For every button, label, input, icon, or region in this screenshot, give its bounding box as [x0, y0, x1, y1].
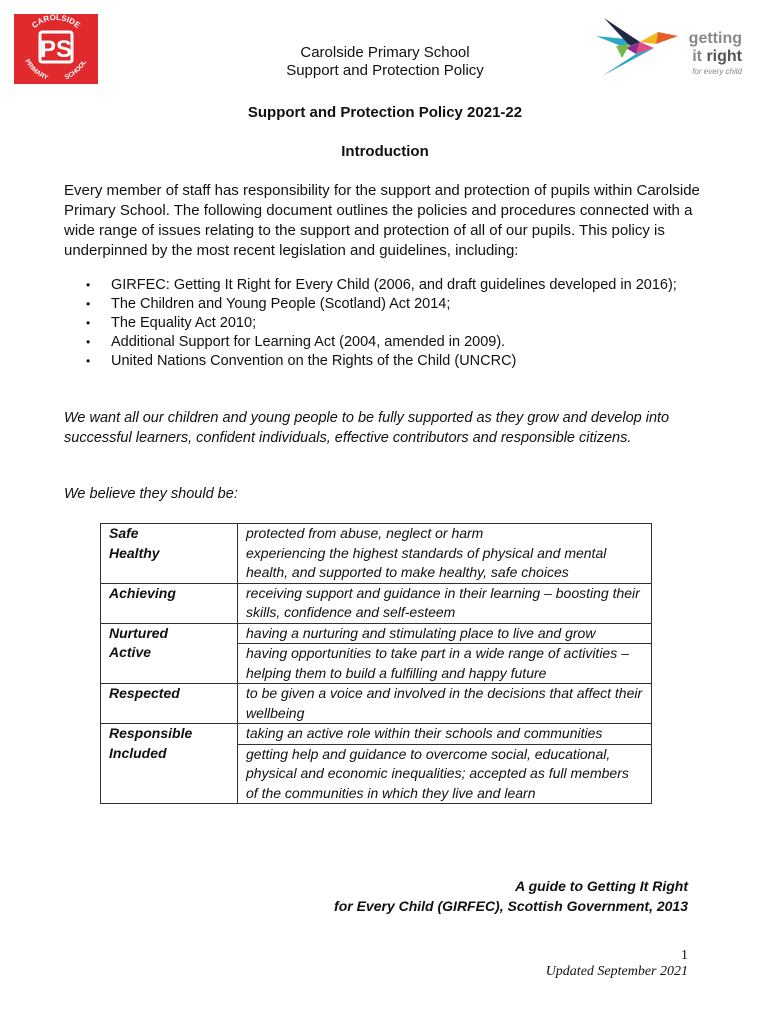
girfec-logo-line1: getting	[688, 30, 742, 47]
legislation-item: • The Children and Young People (Scotland) Act 2014;	[64, 295, 700, 314]
document-title: Support and Protection Policy 2021-22	[247, 104, 523, 121]
believe-line: We believe they should be:	[64, 486, 238, 502]
table-row	[101, 724, 652, 745]
citation	[334, 876, 688, 916]
description-cell: receiving support and guidance in their learning – boosting their skills, confidence and self-esteem	[246, 584, 640, 620]
citation-line2: for Every Child (GIRFEC), Scottish Government, 2013	[334, 898, 688, 914]
page-header	[0, 44, 770, 80]
table-row	[101, 684, 652, 724]
description-cell: getting help and guidance to overcome social, educational, physical and economic inequalities; accepted as full members of the communities in which they live and learn	[246, 745, 629, 801]
girfec-logo-right: right	[706, 48, 742, 65]
description-cell: having opportunities to take part in a wide range of activities – helping them to build a fulfilling and happy future	[246, 645, 629, 681]
section-heading-introduction: Introduction	[341, 143, 429, 160]
table-row	[101, 623, 652, 644]
header-policy-name: Support and Protection Policy	[286, 62, 484, 79]
indicator-active: Active	[109, 644, 152, 660]
logo-initials: PS	[39, 36, 73, 63]
indicator-cell	[101, 724, 238, 804]
girfec-logo-tagline: for every child	[692, 67, 742, 76]
page-number: 1	[681, 948, 688, 963]
indicator-achieving: Achieving	[101, 583, 238, 623]
legislation-item: • Additional Support for Learning Act (2004, amended in 2009).	[64, 333, 700, 352]
legislation-item: • GIRFEC: Getting It Right for Every Child (2006, and draft guidelines developed in 2016);	[64, 276, 700, 295]
indicator-healthy: Healthy	[109, 544, 160, 561]
description-cell: experiencing the highest standards of physical and mental health, and supported to make healthy, safe choices	[246, 544, 607, 580]
header-school-name: Carolside Primary School	[300, 44, 470, 61]
updated-date: Updated September 2021	[545, 964, 688, 979]
indicator-cell	[101, 623, 238, 684]
description-cell: protected from abuse, neglect or harm	[246, 525, 484, 541]
table-row	[101, 524, 652, 544]
table-row	[101, 583, 652, 623]
girfec-logo-it: it	[692, 48, 702, 65]
intro-paragraph: Every member of staff has responsibility for the support and protection of pupils within Carolside Primary School. The following document outlines the policies and procedures connected with a wide range of issues relating to the support and protection of all of our pupils. This policy is underpinned by the most recent legislation and guidelines, including:	[64, 182, 700, 259]
indicator-included: Included	[109, 744, 167, 761]
legislation-list	[64, 276, 700, 371]
indicator-safe: Safe	[109, 525, 139, 541]
indicator-nurtured: Nurtured	[109, 624, 169, 641]
logo-top-text: CAROLSIDE	[30, 14, 83, 31]
aim-paragraph: We want all our children and young people to be fully supported as they grow and develop into successful learners, confident individuals, effective contributors and responsible citizens.	[64, 410, 670, 446]
description-cell: to be given a voice and involved in the decisions that affect their wellbeing	[246, 685, 643, 721]
description-cell: having a nurturing and stimulating place to live and grow	[246, 624, 596, 641]
description-cell: taking an active role within their schools and communities	[246, 725, 603, 741]
wellbeing-indicators-table	[100, 523, 652, 804]
indicator-cell	[101, 524, 238, 584]
indicator-respected: Respected	[101, 684, 238, 724]
logo-bottom-left-text: PRIMARY	[23, 58, 49, 82]
indicator-responsible: Responsible	[109, 725, 193, 741]
citation-line1: A guide to Getting It Right	[515, 878, 688, 894]
legislation-item: • United Nations Convention on the Rights of the Child (UNCRC)	[64, 352, 700, 371]
logo-bottom-right-text: SCHOOL	[63, 58, 89, 82]
legislation-item: • The Equality Act 2010;	[64, 314, 700, 333]
